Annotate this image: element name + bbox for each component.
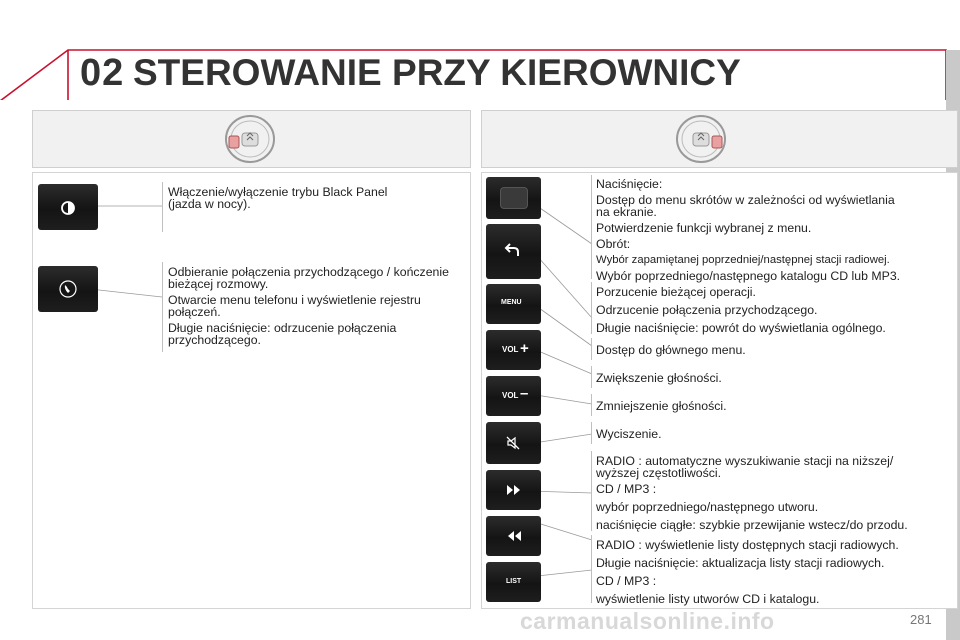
black-panel-description: [168, 186, 468, 214]
divider: [591, 175, 592, 279]
divider: [591, 282, 592, 334]
list-button[interactable]: [486, 562, 541, 602]
half-circle-icon: [60, 200, 76, 216]
text-line: Naciśnięcie:: [596, 177, 663, 191]
text-line: Długie naciśnięcie: powrót do wyświetlania ogólnego.: [596, 321, 886, 335]
thumbwheel-description: [596, 178, 941, 286]
phone-icon: [59, 280, 77, 298]
divider: [591, 394, 592, 416]
text-line: Włączenie/wyłączenie trybu Black Panel: [168, 185, 388, 199]
text-line: naciśnięcie ciągłe: szybkie przewijanie wstecz/do przodu.: [596, 518, 908, 532]
text-line: Wybór poprzedniego/następnego katalogu CD lub MP3.: [596, 269, 901, 283]
text-line: przychodzącego.: [168, 333, 261, 347]
mute-button[interactable]: [486, 422, 541, 464]
text-line: Wybór zapamiętanej poprzedniej/następnej stacji radiowej.: [596, 254, 890, 266]
mute-icon: [505, 435, 521, 451]
vol-label: VOL: [502, 391, 519, 400]
menu-description: Dostęp do głównego menu.: [596, 343, 746, 357]
text-line: Porzucenie bieżącej operacji.: [596, 285, 756, 299]
page-title: STEROWANIE PRZY KIEROWNICY: [133, 52, 741, 93]
rewind-icon: [506, 530, 522, 542]
list-description: [596, 539, 941, 609]
back-button[interactable]: [486, 224, 541, 279]
seek-back-button[interactable]: [486, 516, 541, 556]
text-line: Odrzucenie połączenia przychodzącego.: [596, 303, 818, 317]
text-line: Odbieranie połączenia przychodzącego / kończenie: [168, 265, 449, 279]
text-line: na ekranie.: [596, 205, 657, 219]
menu-button[interactable]: [486, 284, 541, 324]
phone-description: [168, 266, 468, 350]
text-line: Otwarcie menu telefonu i wyświetlenie rejestru: [168, 293, 421, 307]
watermark: carmanualsonline.info: [520, 608, 775, 634]
seek-forward-button[interactable]: [486, 470, 541, 510]
divider: [162, 262, 163, 352]
volume-up-description: Zwiększenie głośności.: [596, 371, 722, 385]
text-line: bieżącej rozmowy.: [168, 277, 269, 291]
text-line: CD / MP3 :: [596, 574, 657, 588]
volume-up-button[interactable]: [486, 330, 541, 370]
chapter-number: 02: [80, 52, 125, 94]
plus-icon: +: [520, 340, 529, 357]
volume-down-button[interactable]: [486, 376, 541, 416]
divider: [591, 535, 592, 603]
text-line: Dostęp do menu skrótów w zależności od wyświetlania: [596, 193, 895, 207]
page-number: 281: [910, 612, 932, 627]
fast-forward-icon: [506, 484, 522, 496]
list-label: LIST: [506, 578, 522, 585]
text-line: Długie naciśnięcie: aktualizacja listy stacji radiowych.: [596, 556, 885, 570]
text-line: Długie naciśnięcie: odrzucenie połączenia: [168, 321, 397, 335]
text-line: (jazda w nocy).: [168, 197, 251, 211]
seek-description: [596, 455, 941, 535]
text-line: Potwierdzenie funkcji wybranej z menu.: [596, 221, 812, 235]
phone-button[interactable]: [38, 266, 98, 312]
divider: [591, 366, 592, 388]
text-line: Obrót:: [596, 237, 631, 251]
black-panel-button[interactable]: [38, 184, 98, 230]
thumbwheel-button[interactable]: [486, 177, 541, 219]
menu-label: MENU: [501, 299, 522, 306]
text-line: CD / MP3 :: [596, 482, 657, 496]
text-line: wyświetlenie listy utworów CD i katalogu.: [596, 592, 820, 606]
back-description: [596, 286, 941, 338]
text-line: wybór poprzedniego/następnego utworu.: [596, 500, 819, 514]
divider: [591, 451, 592, 531]
mute-description: Wyciszenie.: [596, 427, 662, 441]
divider: [591, 422, 592, 444]
text-line: RADIO : wyświetlenie listy dostępnych stacji radiowych.: [596, 538, 899, 552]
text-line: wyższej częstotliwości.: [596, 466, 722, 480]
divider: [162, 182, 163, 232]
text-line: połączeń.: [168, 305, 221, 319]
divider: [591, 338, 592, 360]
return-arrow-icon: [504, 240, 522, 260]
vol-label: VOL: [502, 345, 519, 354]
volume-down-description: Zmniejszenie głośności.: [596, 399, 727, 413]
minus-icon: –: [520, 385, 529, 402]
text-line: RADIO : automatyczne wyszukiwanie stacji na niższej/: [596, 454, 894, 468]
